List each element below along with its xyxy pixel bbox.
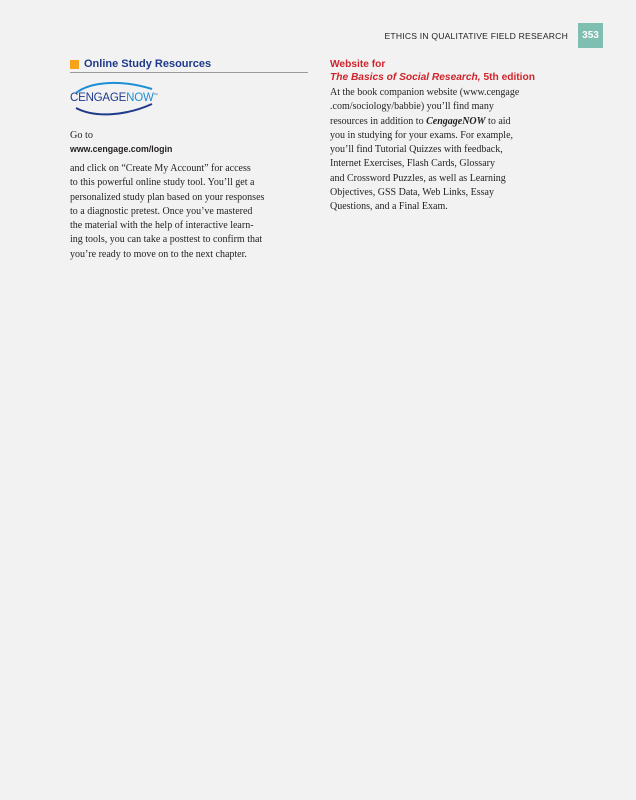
- body-line: Objectives, GSS Data, Web Links, Essay: [330, 187, 494, 199]
- logo-now-text: NOW: [126, 92, 154, 104]
- body-line: you’re ready to move on to the next chapter.: [70, 248, 247, 260]
- body-line: At the book companion website (www.cengage: [330, 87, 520, 98]
- body-line: .com/sociology/babbie) you’ll find many: [330, 101, 494, 113]
- page-number: 353: [578, 23, 603, 48]
- body-line: and Crossword Puzzles, as well as Learning: [330, 172, 506, 184]
- website-heading-line1: Website for: [330, 59, 386, 70]
- website-heading: [330, 58, 570, 84]
- running-head: ETHICS IN QUALITATIVE FIELD RESEARCH: [384, 31, 568, 41]
- right-body-paragraph: [330, 86, 570, 215]
- cengage-login-url[interactable]: www.cengage.com/login: [70, 144, 173, 154]
- section-heading-text: Online Study Resources: [84, 58, 212, 70]
- edition-text: 5th edition: [480, 72, 535, 83]
- body-line: the material with the help of interactive learn-: [70, 220, 254, 232]
- cengage-now-name: CengageNOW: [426, 115, 486, 127]
- logo-cengage-text: CENGAGE: [70, 92, 127, 104]
- go-to-text: Go to: [70, 130, 93, 141]
- body-line: Internet Exercises, Flash Cards, Glossary: [330, 158, 495, 170]
- logo-trademark: ™: [153, 92, 158, 97]
- body-line: and click on “Create My Account” for access: [70, 163, 251, 174]
- body-line: to a diagnostic pretest. Once you’ve mastered: [70, 205, 253, 217]
- body-line: to this powerful online study tool. You’ll get a: [70, 177, 255, 189]
- body-line: ing tools, you can take a posttest to confirm that: [70, 234, 263, 246]
- book-title: The Basics of Social Research,: [330, 72, 481, 83]
- section-heading: [70, 58, 308, 73]
- left-body-paragraph: [70, 162, 308, 262]
- body-line: you’ll find Tutorial Quizzes with feedback,: [330, 144, 503, 156]
- body-line: Questions, and a Final Exam.: [330, 201, 448, 213]
- orange-square-icon: [70, 60, 79, 69]
- online-study-resources-section: [70, 58, 308, 262]
- cengage-now-logo: [70, 80, 165, 116]
- body-line-tail: to aid: [485, 115, 511, 127]
- body-line: you in studying for your exams. For example,: [330, 129, 514, 141]
- body-line: resources in addition to: [330, 115, 427, 127]
- body-line: personalized study plan based on your responses: [70, 191, 265, 203]
- website-section: [330, 58, 570, 215]
